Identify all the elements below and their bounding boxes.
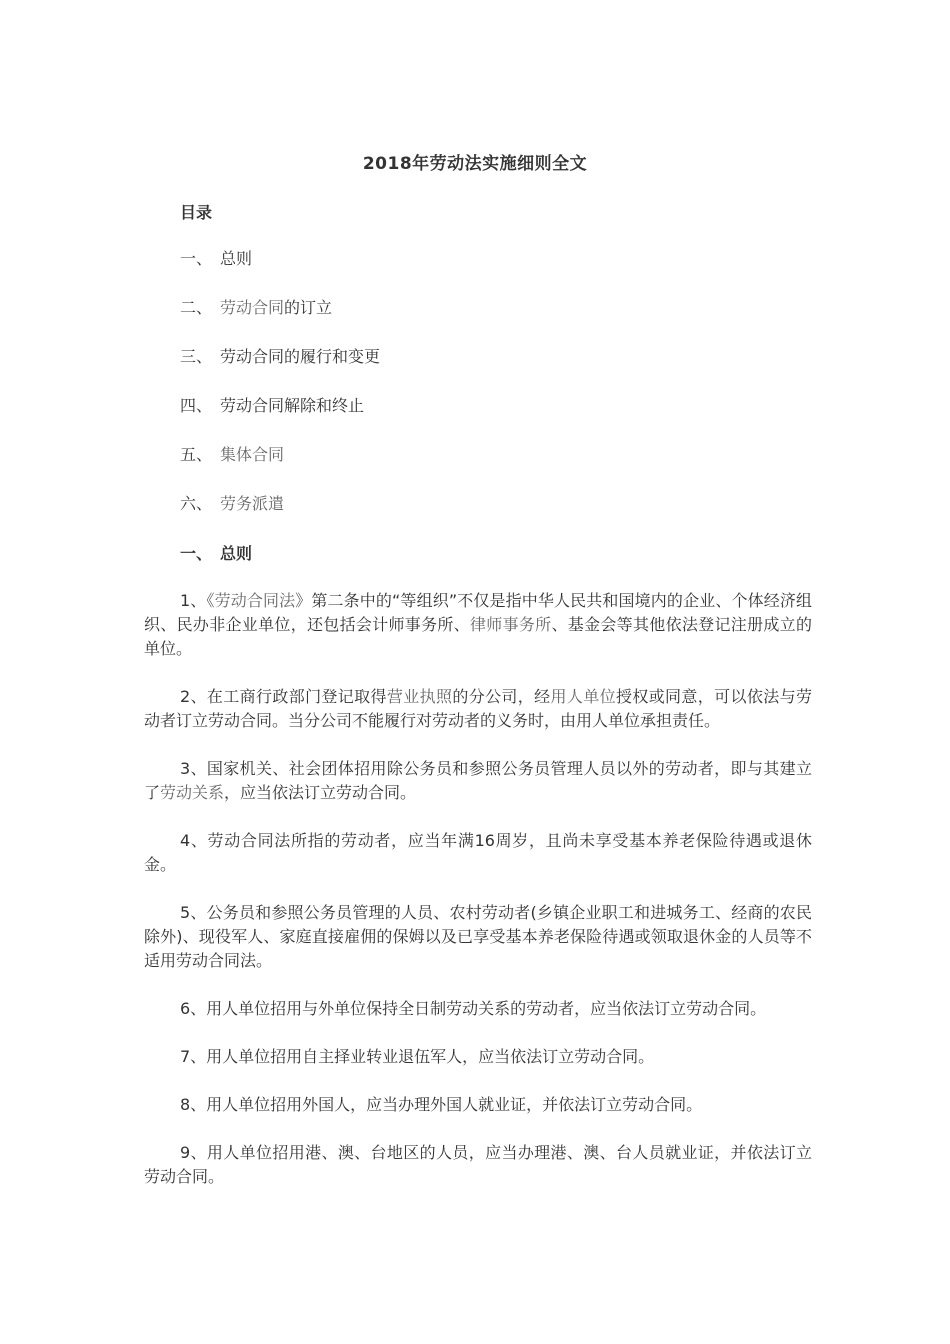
table-of-contents	[180, 248, 380, 542]
text-segment: 总则	[220, 249, 253, 268]
text-segment: 的订立	[284, 298, 333, 317]
article-paragraph	[144, 901, 812, 973]
section-title: 总则	[220, 544, 253, 563]
inline-link[interactable]: 集体合同	[220, 445, 285, 464]
toc-heading: 目录	[180, 203, 213, 222]
toc-item-number: 二、	[180, 298, 213, 317]
section-number: 一、	[180, 544, 213, 563]
text-segment: 6、用人单位招用与外单位保持全日制劳动关系的劳动者，应当依法订立劳动合同。	[180, 999, 767, 1018]
article-paragraph	[144, 757, 812, 805]
text-segment: 4、劳动合同法所指的劳动者，应当年满16周岁，且尚未享受基本养老保险待遇或退休金。	[144, 831, 812, 874]
toc-item	[180, 444, 380, 493]
article-paragraph	[144, 1141, 812, 1189]
text-segment: 5、公务员和参照公务员管理的人员、农村劳动者(乡镇企业职工和进城务工、经商的农民除外)、现役军人、家庭直接雇佣的保姆以及已享受基本养老保险待遇或领取退休金的人员等不适用劳动合同法。	[144, 903, 812, 970]
text-segment: 9、用人单位招用港、澳、台地区的人员，应当办理港、澳、台人员就业证，并依法订立劳动合同。	[144, 1143, 812, 1186]
text-segment: 》第二条中的“等组织”不仅是指中华人民共和国境内的企业、个体经济组织、民办非企业单位，还包括会计师事务所、	[144, 591, 812, 634]
toc-item-number: 一、	[180, 249, 213, 268]
article-paragraph	[144, 589, 812, 661]
text-segment: 8、用人单位招用外国人，应当办理外国人就业证，并依法订立劳动合同。	[180, 1095, 703, 1114]
inline-link[interactable]: 营业执照	[386, 687, 453, 706]
article-paragraph	[144, 1093, 812, 1117]
toc-item	[180, 493, 380, 542]
article-list	[144, 589, 812, 1213]
inline-link[interactable]: 劳动合同法	[214, 591, 296, 610]
text-segment: ，应当依法订立劳动合同。	[224, 783, 417, 802]
toc-item-number: 三、	[180, 347, 213, 366]
text-segment: 授权或同意，可以依法与劳动者订立劳动合同。当分公司不能履行对劳动者的义务时，由用人单位承担责任。	[144, 687, 812, 730]
document-title: 2018年劳动法实施细则全文	[362, 154, 588, 174]
toc-item-number: 四、	[180, 396, 213, 415]
inline-link[interactable]: 劳务派遣	[220, 494, 285, 513]
toc-item	[180, 395, 380, 444]
toc-item	[180, 248, 380, 297]
article-paragraph	[144, 1045, 812, 1069]
article-paragraph	[144, 685, 812, 733]
inline-link[interactable]: 律师事务所	[469, 615, 552, 634]
toc-item	[180, 297, 380, 346]
text-segment: 3、国家机关、社会团体招用除公务员和参照公务员管理人员以外的劳动者，即与其建立了	[144, 759, 812, 802]
article-paragraph	[144, 997, 812, 1021]
section-heading	[180, 541, 252, 564]
text-segment: 、基金会等其他依法登记注册成立的单位。	[144, 615, 812, 658]
inline-link[interactable]: 用人单位	[550, 687, 616, 706]
article-paragraph	[144, 829, 812, 877]
inline-link[interactable]: 劳动关系	[160, 783, 225, 802]
text-segment: 7、用人单位招用自主择业转业退伍军人，应当依法订立劳动合同。	[180, 1047, 655, 1066]
text-segment: 1、《	[180, 591, 215, 610]
inline-link[interactable]: 劳动合同	[220, 298, 285, 317]
toc-item-number: 六、	[180, 494, 213, 513]
toc-item-number: 五、	[180, 445, 213, 464]
text-segment: 劳动合同解除和终止	[220, 396, 365, 415]
text-segment: 2、在工商行政部门登记取得	[180, 687, 387, 706]
toc-item	[180, 346, 380, 395]
text-segment: 劳动合同的履行和变更	[220, 347, 381, 366]
text-segment: 的分公司，经	[452, 687, 551, 706]
